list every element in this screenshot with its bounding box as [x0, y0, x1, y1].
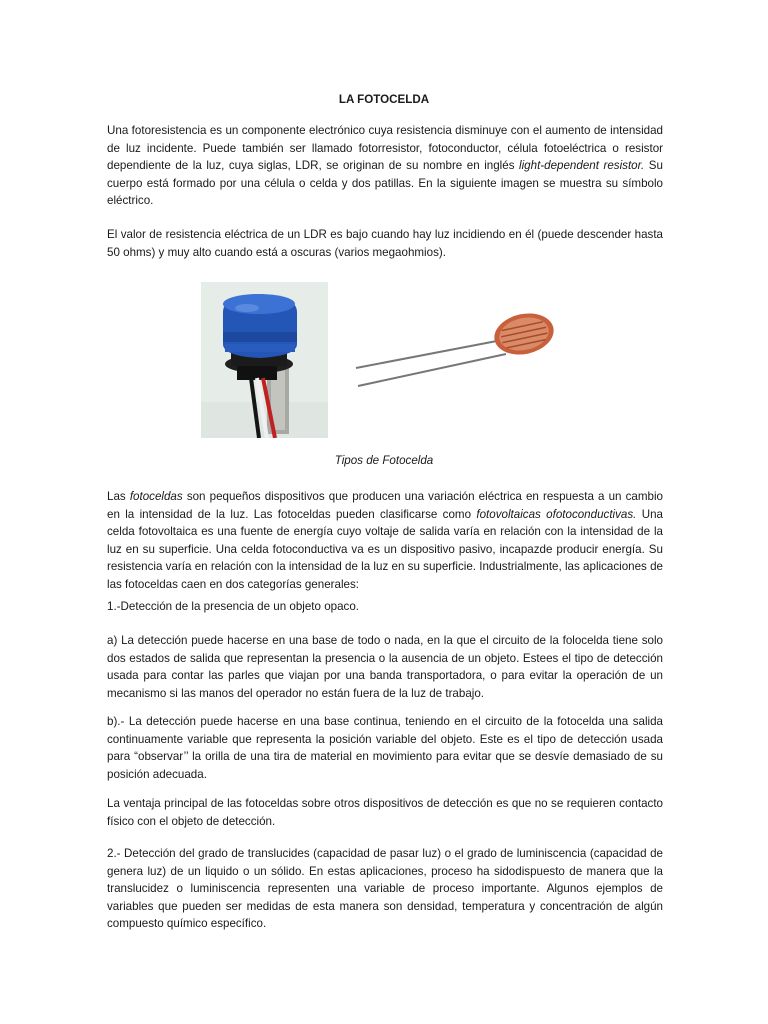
ldr-component-image [352, 310, 560, 390]
paragraph-fotoceldas [107, 488, 663, 594]
paragraph-intro-text-b: Su cuerpo está formado por una célula o celda y dos patillas. En la siguiente imagen se muestra su símbolo eléctrico. [107, 159, 663, 208]
document-title: LA FOTOCELDA [338, 93, 430, 106]
paragraph-fotoceldas-text-c: Una celda fotovoltaica es una fuente de energía cuyo voltaje de salida varía en relación con la intensidad de la luz en su superficie. Una celda fotoconductiva va es un dispositivo pasivo, incapazde producir energía. Su resistencia varía en relación con la intensidad de la luz en su superficie. Industrialmente, las aplicaciones de las fotoceldas caen en dos categorías generales: [107, 507, 663, 591]
paragraph-intro-term: light-dependent resistor. [519, 159, 645, 173]
paragraph-fotoceldas-text-b: son pequeños dispositivos que producen una variación eléctrica en respuesta a un cambio en la intensidad de la luz. Las fotoceldas pueden clasificarse como [107, 490, 663, 521]
paragraph-intro-text-a: Una fotoresistencia es un componente electrónico cuya resistencia disminuye con el aumento de intensidad de luz incidente. Puede también ser llamado fotorresistor, fotoconductor, célula fotoeléctrica o resistor dependiente de la luz, cuya siglas, LDR, se originan de su nombre en inglés [107, 124, 663, 173]
paragraph-fotoceldas-text-a: Las [107, 490, 130, 503]
paragraph-resistance: El valor de resistencia eléctrica de un LDR es bajo cuando hay luz incidiendo en él (puede descender hasta 50 ohms) y muy alto cuando está a oscuras (varios megaohmios). [107, 228, 663, 259]
paragraph-advantage: La ventaja principal de las fotoceldas sobre otros dispositivos de detección es que no se requieren contacto físico con el objeto de detección. [107, 797, 663, 828]
paragraph-detection-a: a) La detección puede hacerse en una base de todo o nada, en la que el circuito de la folocelda tiene solo dos estados de salida que representan la presencia o la ausencia de un objeto. Estees el tipo de detección usada para contar las parles que viajan por una banda transportadora, o para evitar la operación de un mecanismo si las manos del operador no están fuera de la luz de trabajo. [107, 634, 663, 700]
paragraph-intro [107, 122, 663, 210]
paragraph-detection-b: b).- La detección puede hacerse en una base continua, teniendo en el circuito de la fotocelda una salida continuamente variable que representa la posición variable del objeto. Este es el tipo de detección usada para “observar’’ la orilla de una tira de material en movimiento para evitar que se desvíe demasiado de su posición adecuada. [107, 715, 663, 781]
photocell-housing-image [201, 282, 328, 438]
paragraph-detection-2: 2.- Detección del grado de translucides (capacidad de pasar luz) o el grado de luminiscencia (capacidad de genera luz) de un liquido o un sólido. En estas aplicaciones, proceso ha sidodispuesto de manera que la translucidez o luminiscencia representen una variable de proceso importante. Algunos ejemplos de variables que pueden ser medidas de esta manera son densidad, temperatura y concentración de algún compuesto químico específico. [107, 847, 663, 931]
image-caption: Tipos de Fotocelda [334, 454, 434, 467]
paragraph-fotoceldas-term-2: fotovoltaicas ofotoconductivas. [476, 507, 637, 521]
paragraph-fotoceldas-term-1: fotoceldas [129, 490, 183, 503]
heading-detection-1: 1.-Detección de la presencia de un objeto opaco. [107, 600, 360, 613]
